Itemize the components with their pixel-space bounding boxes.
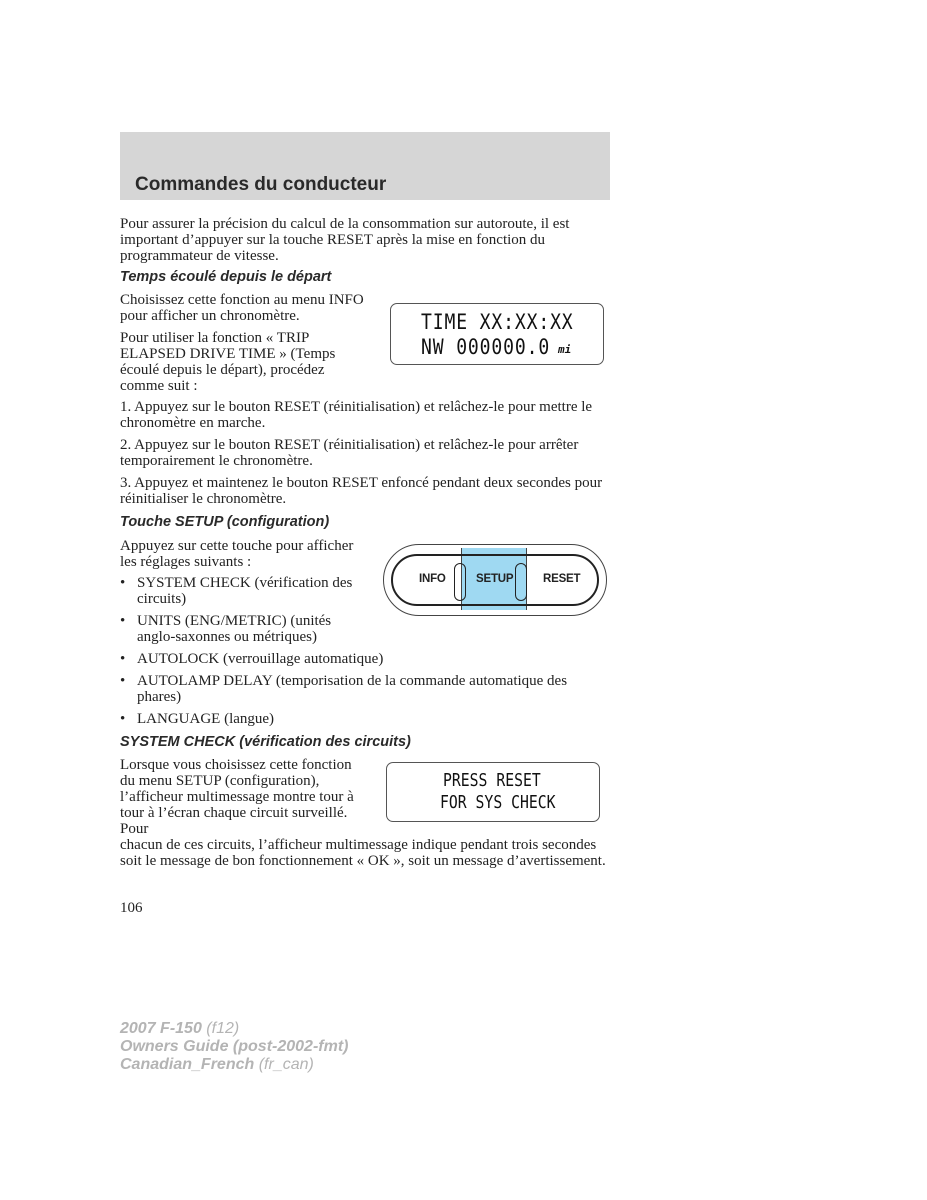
footer-guide: Owners Guide (post-2002-fmt)	[120, 1038, 349, 1055]
setup-paragraph: Appuyez sur cette touche pour afficher les réglages suivants :	[120, 538, 354, 570]
footer-language: Canadian_French	[120, 1056, 255, 1073]
trip-timer-display-unit: mi	[558, 343, 572, 356]
step-3: 3. Appuyez et maintenez le bouton RESET enfoncé pendant deux secondes pour réinitialiser le chronomètre.	[120, 475, 603, 507]
elapsed-time-paragraph-1: Choisissez cette fonction au menu INFO pour afficher un chronomètre.	[120, 292, 364, 324]
bullet-marker: •	[120, 711, 126, 727]
section-heading-system-check: SYSTEM CHECK (vérification des circuits)	[120, 734, 411, 750]
reset-button[interactable]: RESET	[543, 573, 581, 585]
trip-timer-display-line1: TIME XX:XX:XX	[421, 310, 574, 334]
sys-check-display-line2: FOR SYS CHECK	[440, 792, 556, 813]
footer-model: 2007 F-150	[120, 1020, 202, 1037]
bullet-marker: •	[120, 613, 126, 629]
page-title: Commandes du conducteur	[135, 174, 387, 195]
setup-button[interactable]: SETUP	[476, 573, 514, 585]
section-header-band	[120, 132, 610, 200]
footer-line-2	[120, 1038, 348, 1055]
sys-check-display	[386, 762, 600, 822]
bullet-marker: •	[120, 651, 126, 667]
step-1: 1. Appuyez sur le bouton RESET (réinitialisation) et relâchez-le pour mettre le chronomètre en marche.	[120, 399, 593, 431]
bullet-marker: •	[120, 575, 126, 591]
section-heading-elapsed-time: Temps écoulé depuis le départ	[120, 269, 332, 285]
page-number: 106	[120, 900, 143, 916]
system-check-paragraph-wide: chacun de ces circuits, l’afficheur multimessage indique pendant trois secondes soit le message de bon fonctionnement « OK », soit un message d’avertissement.	[120, 837, 606, 869]
list-item: AUTOLOCK (verrouillage automatique)	[137, 651, 384, 667]
info-button[interactable]: INFO	[419, 573, 446, 585]
elapsed-time-paragraph-2: Pour utiliser la fonction « TRIP ELAPSED DRIVE TIME » (Temps écoulé depuis le départ), procédez comme suit :	[120, 330, 336, 394]
intro-paragraph: Pour assurer la précision du calcul de la consommation sur autoroute, il est important d’appuyer sur la touche RESET après la mise en fonction du programmateur de vitesse.	[120, 216, 570, 264]
list-item: UNITS (ENG/METRIC) (unités anglo-saxonnes ou métriques)	[137, 613, 332, 645]
step-2: 2. Appuyez sur le bouton RESET (réinitialisation) et relâchez-le pour arrêter temporairement le chronomètre.	[120, 437, 579, 469]
section-heading-setup: Touche SETUP (configuration)	[120, 514, 330, 530]
list-item: SYSTEM CHECK (vérification des circuits)	[137, 575, 353, 607]
list-item: LANGUAGE (langue)	[137, 711, 275, 727]
footer-line-1	[120, 1020, 239, 1037]
list-item: AUTOLAMP DELAY (temporisation de la commande automatique des phares)	[137, 673, 568, 705]
button-separator	[454, 563, 466, 601]
sys-check-display-line1: PRESS RESET	[443, 770, 541, 791]
bullet-marker: •	[120, 673, 126, 689]
footer-line-3	[120, 1056, 314, 1073]
trip-timer-display-line2: NW 000000.0	[421, 335, 551, 359]
trip-timer-display	[390, 303, 604, 365]
footer-model-code: (f12)	[201, 1020, 240, 1037]
footer-language-code: (fr_can)	[254, 1056, 314, 1073]
system-check-paragraph-narrow: Lorsque vous choisissez cette fonction du menu SETUP (configuration), l’afficheur multimessage montre tour à tour à l’écran chaque circuit surveillé. Pour	[120, 757, 354, 837]
info-setup-reset-panel	[383, 544, 607, 616]
button-separator	[515, 563, 527, 601]
